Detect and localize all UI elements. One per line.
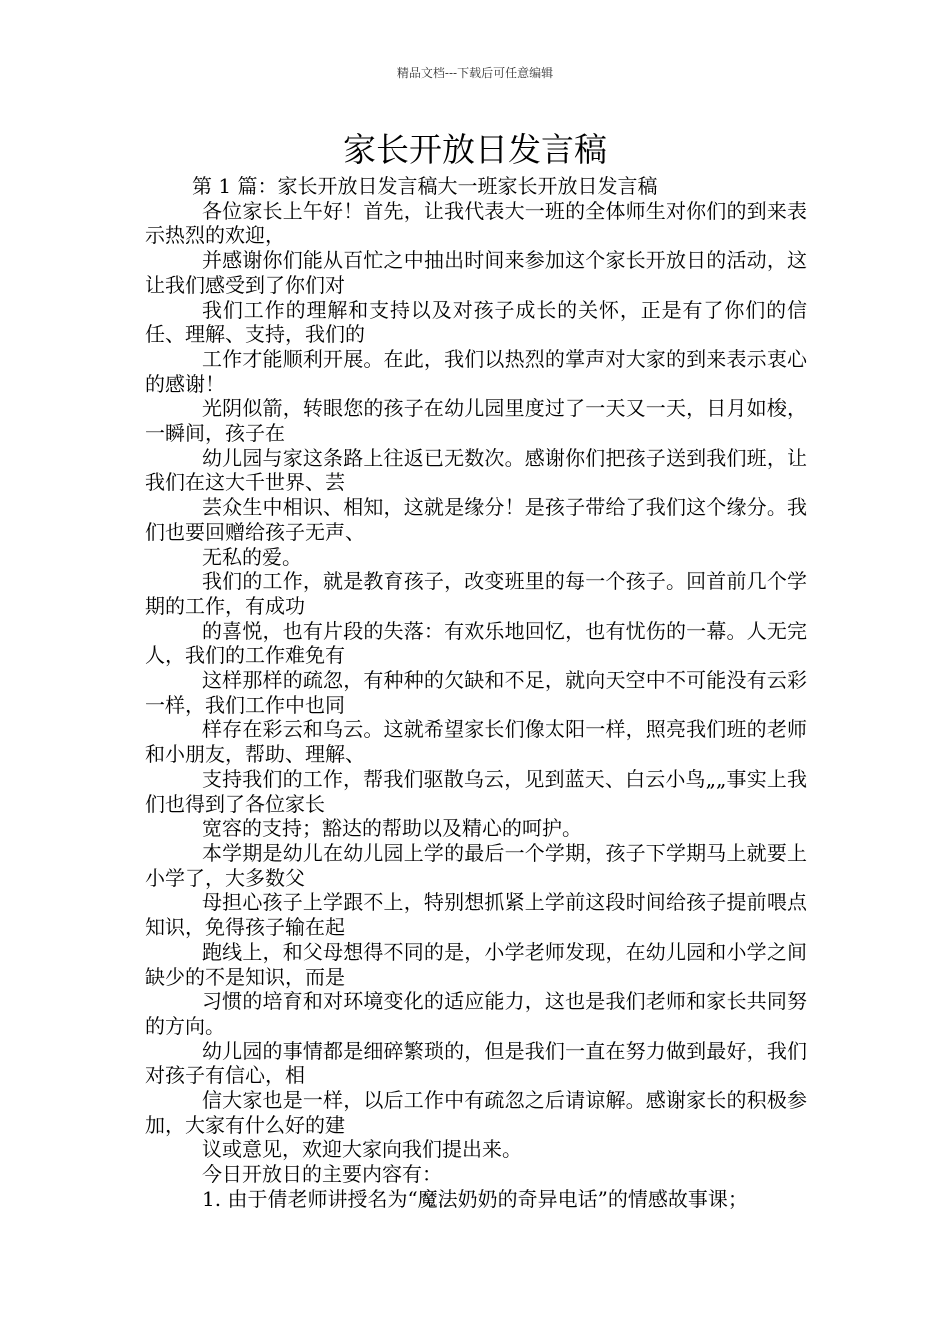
paragraph: 我们工作的理解和支持以及对孩子成长的关怀，正是有了你们的信任、理解、支持，我们的: [145, 297, 807, 347]
list-item: 1. 由于倩老师讲授名为“魔法奶奶的奇异电话”的情感故事课；: [202, 1186, 748, 1211]
paragraph: 光阴似箭，转眼您的孩子在幼儿园里度过了一天又一天，日月如梭，一瞬间，孩子在: [145, 396, 807, 446]
paragraph: 今日开放日的主要内容有：: [202, 1162, 442, 1187]
paragraph: 母担心孩子上学跟不上，特别想抓紧上学前这段时间给孩子提前喂点知识，免得孩子输在起: [145, 890, 807, 940]
paragraph: 信大家也是一样，以后工作中有疏忽之后请谅解。感谢家长的积极参加，大家有什么好的建: [145, 1088, 807, 1137]
page-header-note: 精品文档---下载后可任意编辑: [396, 66, 554, 80]
paragraph: 样存在彩云和乌云。这就希望家长们像太阳一样，照亮我们班的老师和小朋友，帮助、理解、: [145, 717, 807, 767]
paragraph: 跑线上，和父母想得不同的是，小学老师发现，在幼儿园和小学之间缺少的不是知识，而是: [145, 939, 807, 989]
paragraph: 本学期是幼儿在幼儿园上学的最后一个学期，孩子下学期马上就要上小学了，大多数父: [145, 840, 807, 890]
paragraph: 幼儿园与家这条路上往返已无数次。感谢你们把孩子送到我们班，让我们在这大千世界、芸: [145, 445, 807, 495]
document-body: [145, 174, 807, 1212]
paragraph: 各位家长上午好！首先，让我代表大一班的全体师生对你们的到来表示热烈的欢迎，: [145, 198, 807, 248]
paragraph: 支持我们的工作，帮我们驱散乌云，见到蓝天、白云小鸟„„事实上我们也得到了各位家长: [145, 766, 807, 816]
paragraph: 工作才能顺利开展。在此，我们以热烈的掌声对大家的到来表示衷心的感谢！: [145, 346, 807, 396]
paragraph: 这样那样的疏忽，有种种的欠缺和不足，就向天空中不可能没有云彩一样，我们工作中也同: [145, 668, 807, 717]
paragraph: 并感谢你们能从百忙之中抽出时间来参加这个家长开放日的活动，这让我们感受到了你们对: [145, 248, 807, 297]
paragraph: 无私的爱。: [202, 544, 302, 569]
paragraph: 的喜悦，也有片段的失落：有欢乐地回忆，也有忧伤的一幕。人无完人，我们的工作难免有: [145, 618, 807, 668]
paragraph: 芸众生中相识、相知，这就是缘分！是孩子带给了我们这个缘分。我们也要回赠给孩子无声、: [145, 495, 807, 544]
chapter-heading: 第 1 篇：家长开放日发言稿大一班家长开放日发言稿: [192, 174, 658, 198]
paragraph: 宽容的支持；豁达的帮助以及精心的呵护。: [202, 816, 582, 841]
document-title: 家长开放日发言稿: [343, 130, 607, 169]
paragraph: 习惯的培育和对环境变化的适应能力，这也是我们老师和家长共同努的方向。: [145, 989, 807, 1038]
paragraph: 幼儿园的事情都是细碎繁琐的，但是我们一直在努力做到最好，我们对孩子有信心，相: [145, 1038, 807, 1088]
paragraph: 我们的工作，就是教育孩子，改变班里的每一个孩子。回首前几个学期的工作，有成功: [145, 569, 807, 618]
paragraph: 议或意见，欢迎大家向我们提出来。: [202, 1137, 522, 1162]
